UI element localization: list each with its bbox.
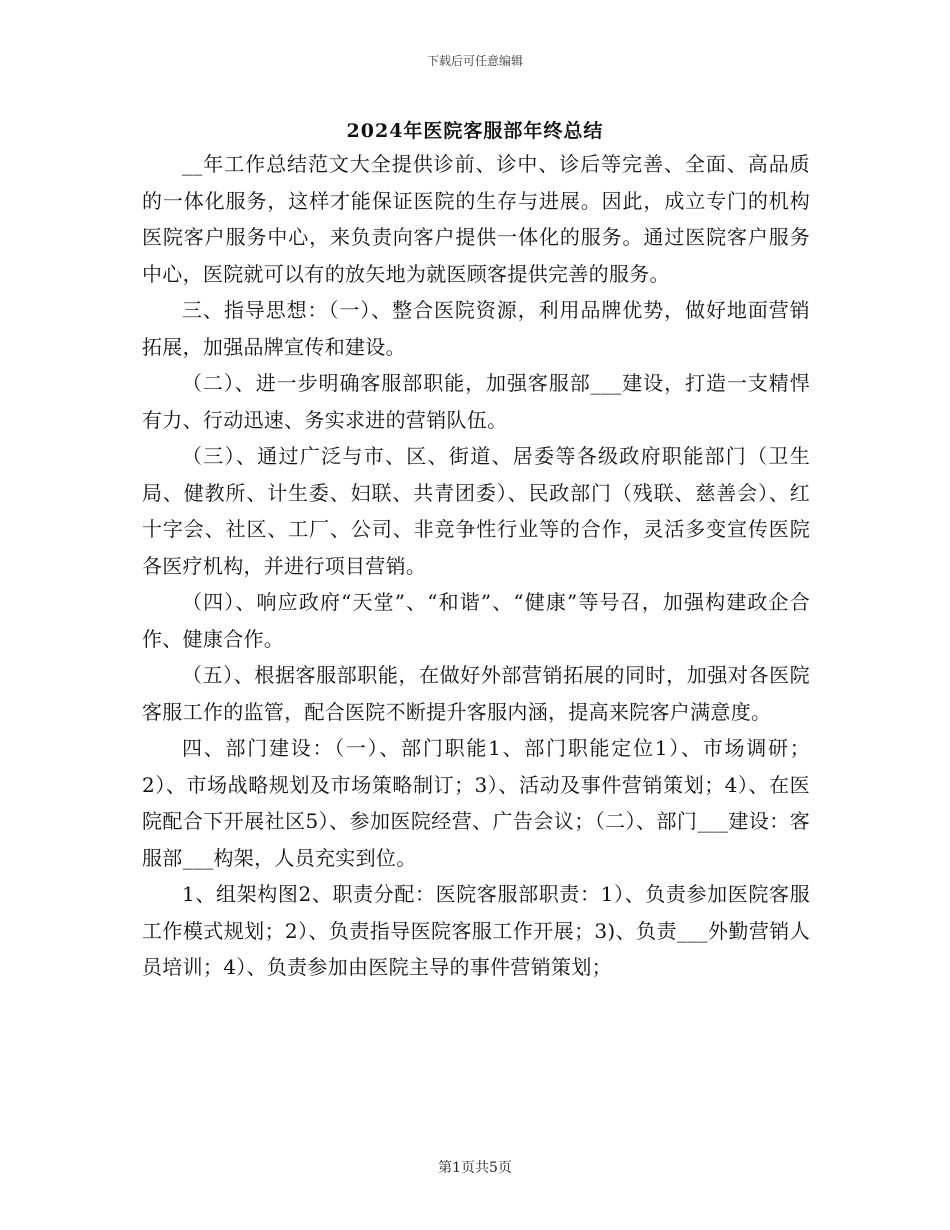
paragraph-guiding-thought: 三、指导思想：（一）、整合医院资源，利用品牌优势，做好地面营销拓展，加强品牌宣传和建设。 [142, 298, 810, 359]
page-header-note: 下载后可任意编辑 [426, 54, 523, 68]
document-title: 2024年医院客服部年终总结 [346, 120, 604, 142]
paragraph-item-4: （四）、响应政府“天堂”、“和谐”、“健康”等号召，加强构建政企合作、健康合作。 [142, 590, 810, 651]
paragraph-item-2: （二）、进一步明确客服部职能，加强客服部___建设，打造一支精悍有力、行动迅速、务实求进的营销队伍。 [142, 371, 810, 432]
page-number: 第1页共5页 [438, 1160, 512, 1176]
paragraph-item-3: （三）、通过广泛与市、区、街道、居委等各级政府职能部门（卫生局、健教所、计生委、妇联、共青团委）、民政部门（残联、慈善会）、红十字会、社区、工厂、公司、非竞争性行业等的合作，灵活多变宣传医院各医疗机构，并进行项目营销。 [142, 444, 810, 578]
paragraph-department-building: 四、部门建设：（一）、部门职能1、部门职能定位1）、市场调研；2）、市场战略规划及市场策略制订；3）、活动及事件营销策划；4）、在医院配合下开展社区5）、参加医院经营、广告会议；（二）、部门___建设：客服部___构架，人员充实到位。 [142, 736, 810, 870]
document-body [142, 146, 810, 986]
paragraph-intro: __年工作总结范文大全提供诊前、诊中、诊后等完善、全面、高品质的一体化服务，这样才能保证医院的生存与进展。因此，成立专门的机构医院客户服务中心，来负责向客户提供一体化的服务。通过医院客户服务中心，医院就可以有的放矢地为就医顾客提供完善的服务。 [142, 152, 810, 286]
paragraph-item-5: （五）、根据客服部职能，在做好外部营销拓展的同时，加强对各医院客服工作的监管，配合医院不断提升客服内涵，提高来院客户满意度。 [142, 663, 810, 724]
paragraph-org-chart: 1、组架构图2、职责分配：医院客服部职责：1）、负责参加医院客服工作模式规划；2）、负责指导医院客服工作开展；3)、负责___外勤营销人员培训；4）、负责参加由医院主导的事件营销策划； [142, 882, 810, 979]
